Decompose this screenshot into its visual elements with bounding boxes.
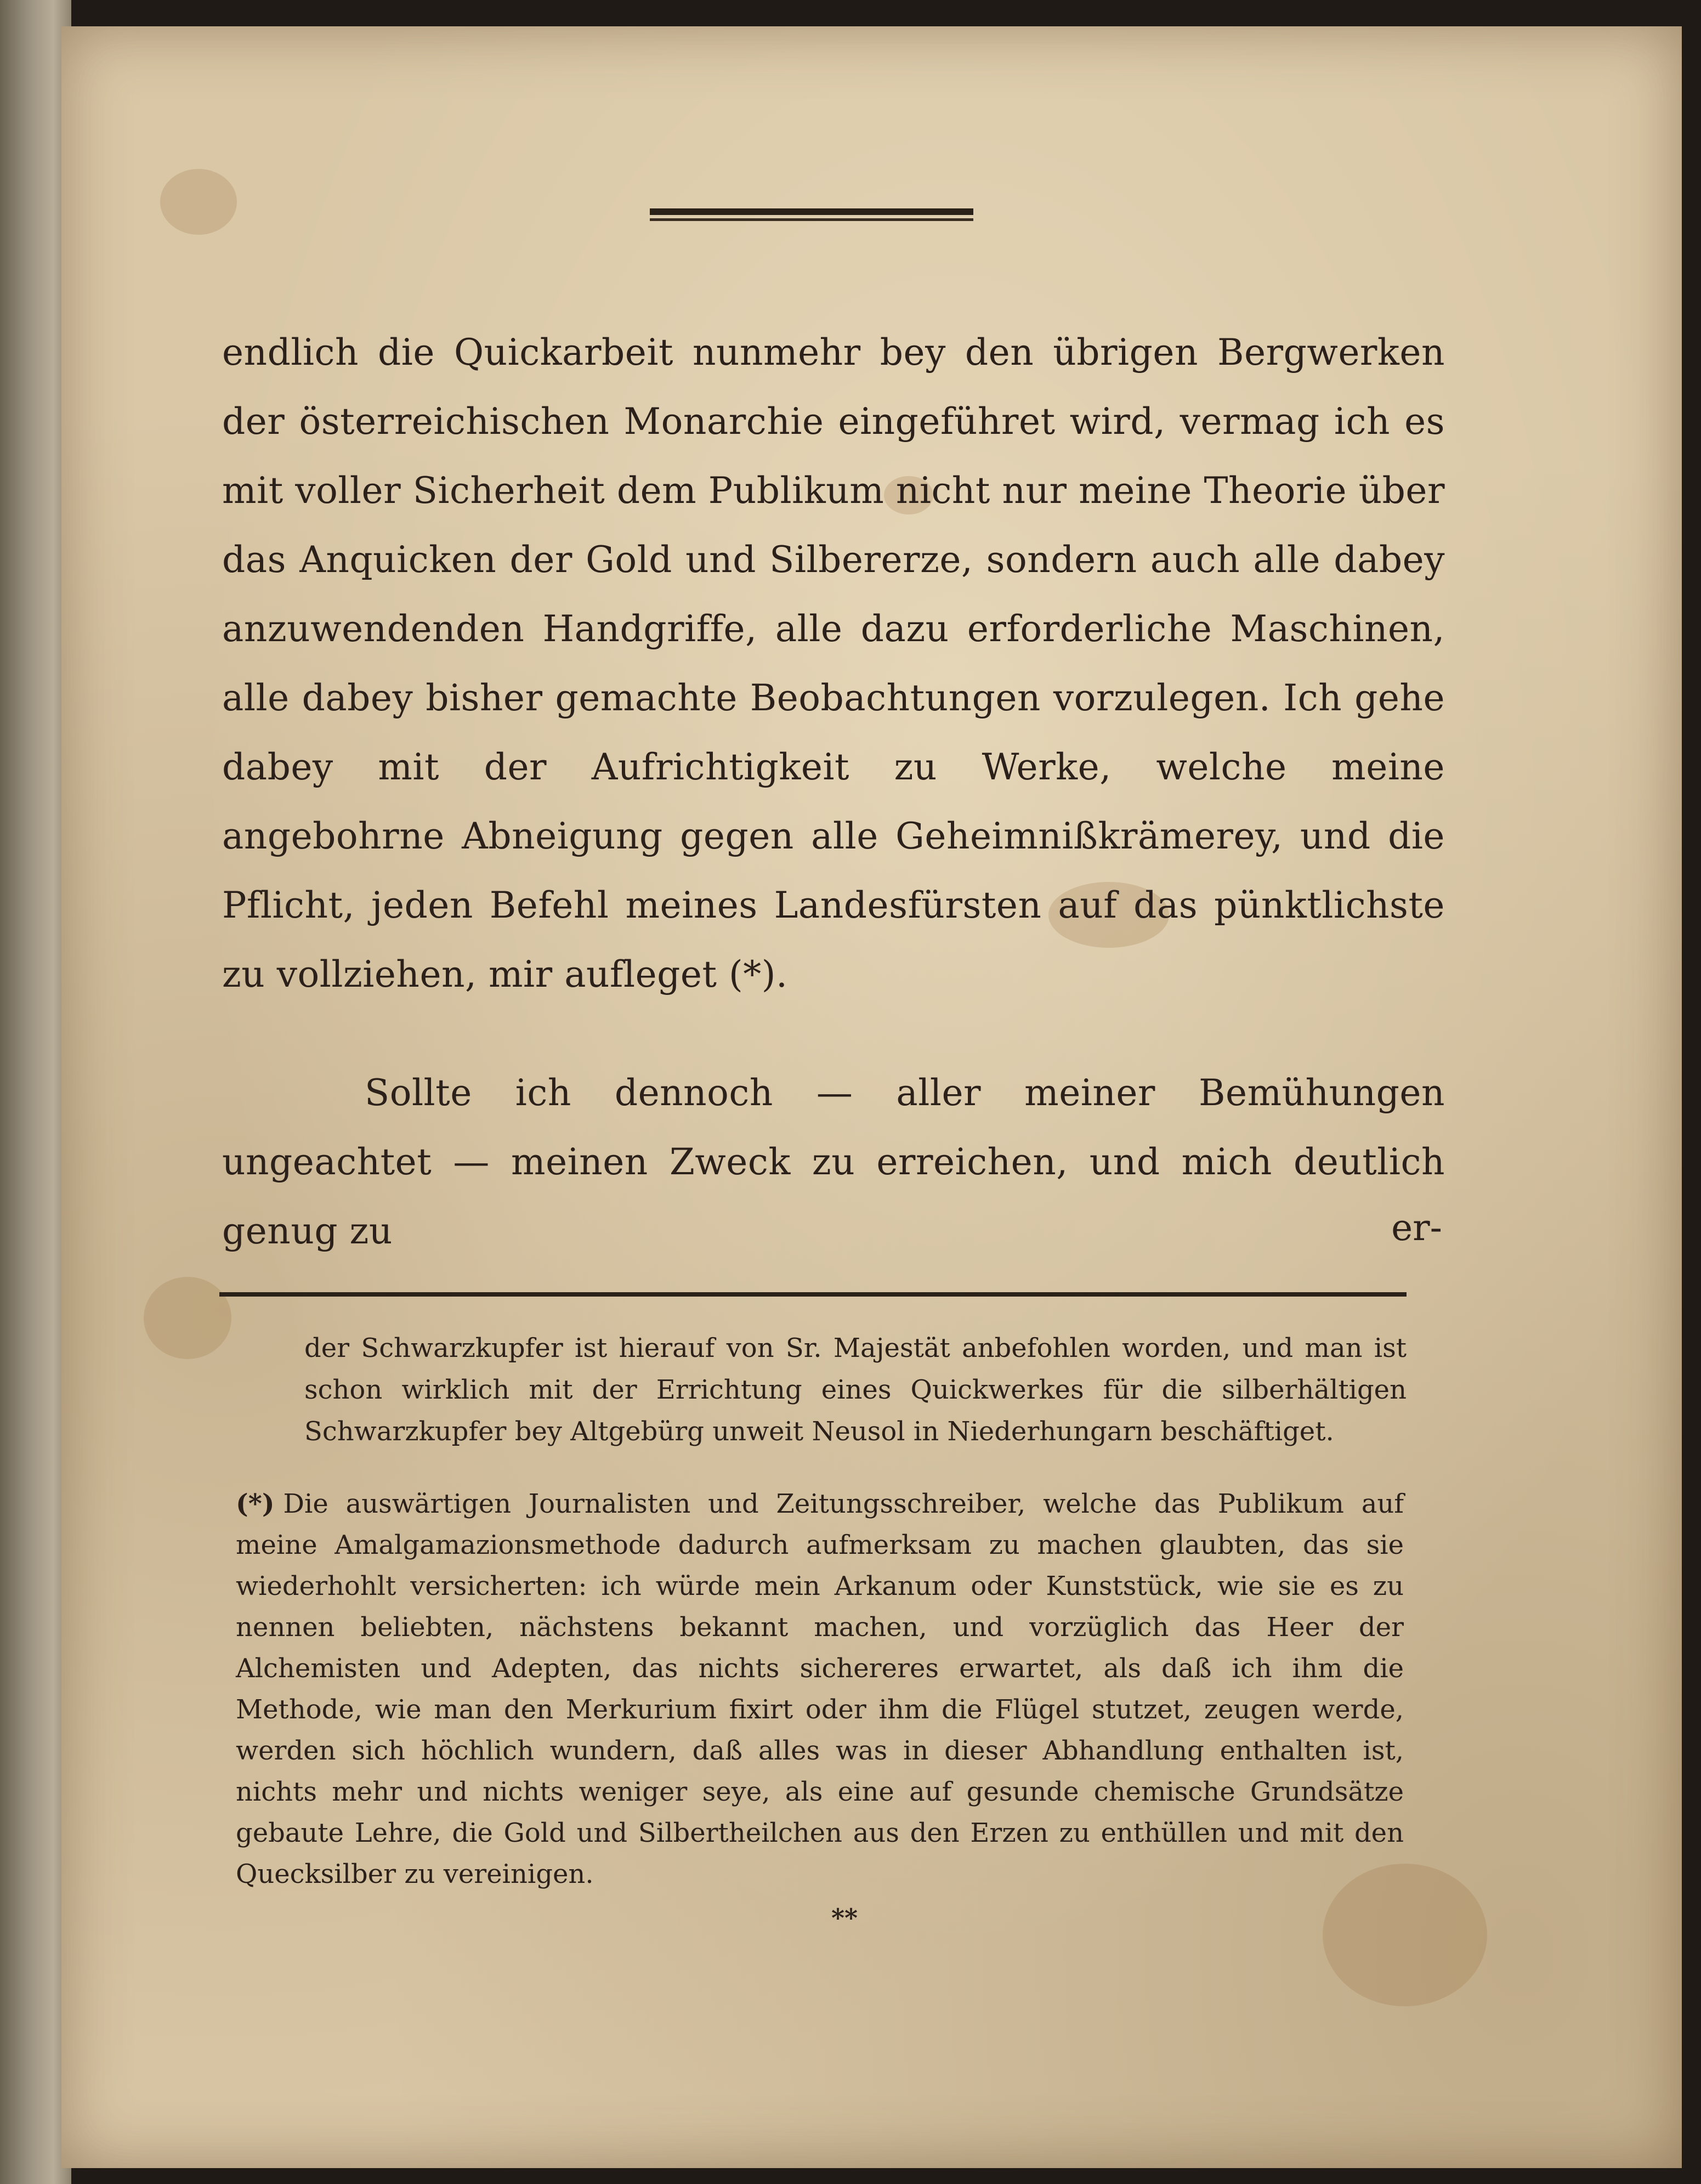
main-paragraph-1: endlich die Quickarbeit nunmehr bey den übrigen Bergwerken der österreichischen Monarchie eingeführet wird, vermag ich es mit voller Sicherheit dem Publikum nicht nur meine Theorie über das Anquicken der Gold und Silbererze, sondern auch alle dabey anzuwendenden Handgriffe, alle dazu erforderliche Maschinen, alle dabey bisher gemachte Beobachtungen vorzulegen. Ich gehe dabey mit der Aufrichtigkeit zu Werke, welche meine angebohrne Abneigung gegen alle Geheimnißkrämerey, und die Pflicht, jeden Befehl meines Landesfürsten auf das pünktlichste zu vollziehen, mir aufleget (*).	[222, 331, 1445, 995]
footnote-continued: der Schwarzkupfer ist hierauf von Sr. Majestät anbefohlen worden, und man ist schon wirklich mit der Errichtung eines Quickwerkes für die silberhältigen Schwarzkupfer bey Altgebürg unweit Neusol in Niederhungarn beschäftiget.	[304, 1333, 1407, 1447]
paper-stain	[144, 1277, 231, 1359]
paper-stain	[160, 169, 237, 235]
footnote-star-text: Die auswärtigen Journalisten und Zeitungsschreiber, welche das Publikum auf meine Amalgamazionsmethode dadurch aufmerksam zu machen glaubten, das sie wiederhohlt versicherten: ich würde mein Arkanum oder Kunststück, wie sie es zu nennen beliebten, nächstens bekannt machen, und vorzüglich das Heer der Alchemisten und Adepten, das nichts sichereres erwartet, als daß ich ihm die Methode, wie man den Merkurium fixirt oder ihm die Flügel stutzet, zeugen werde, werden sich höchlich wundern, daß alles was in dieser Abhandlung enthalten ist, nichts mehr und nichts weniger seye, als eine auf gesunde chemische Grundsätze gebaute Lehre, die Gold und Silbertheilchen aus den Erzen zu enthüllen und mit den Quecksilber zu vereinigen.	[236, 1489, 1404, 1889]
catchword: er-	[1391, 1207, 1442, 1249]
book-spine-edge	[0, 0, 71, 2184]
header-rule-thick	[650, 208, 973, 215]
header-rule-thin	[650, 218, 973, 221]
signature-mark: **	[831, 1903, 858, 1933]
main-paragraph-2: Sollte ich dennoch — aller meiner Bemühungen ungeachtet — meinen Zweck zu erreichen, und mich deutlich genug zu	[222, 1072, 1445, 1252]
header-rule	[650, 208, 973, 225]
footnote-separator-rule	[219, 1292, 1407, 1297]
footnote-marker: (*)	[236, 1489, 275, 1519]
footnote-star	[236, 1484, 1404, 1895]
